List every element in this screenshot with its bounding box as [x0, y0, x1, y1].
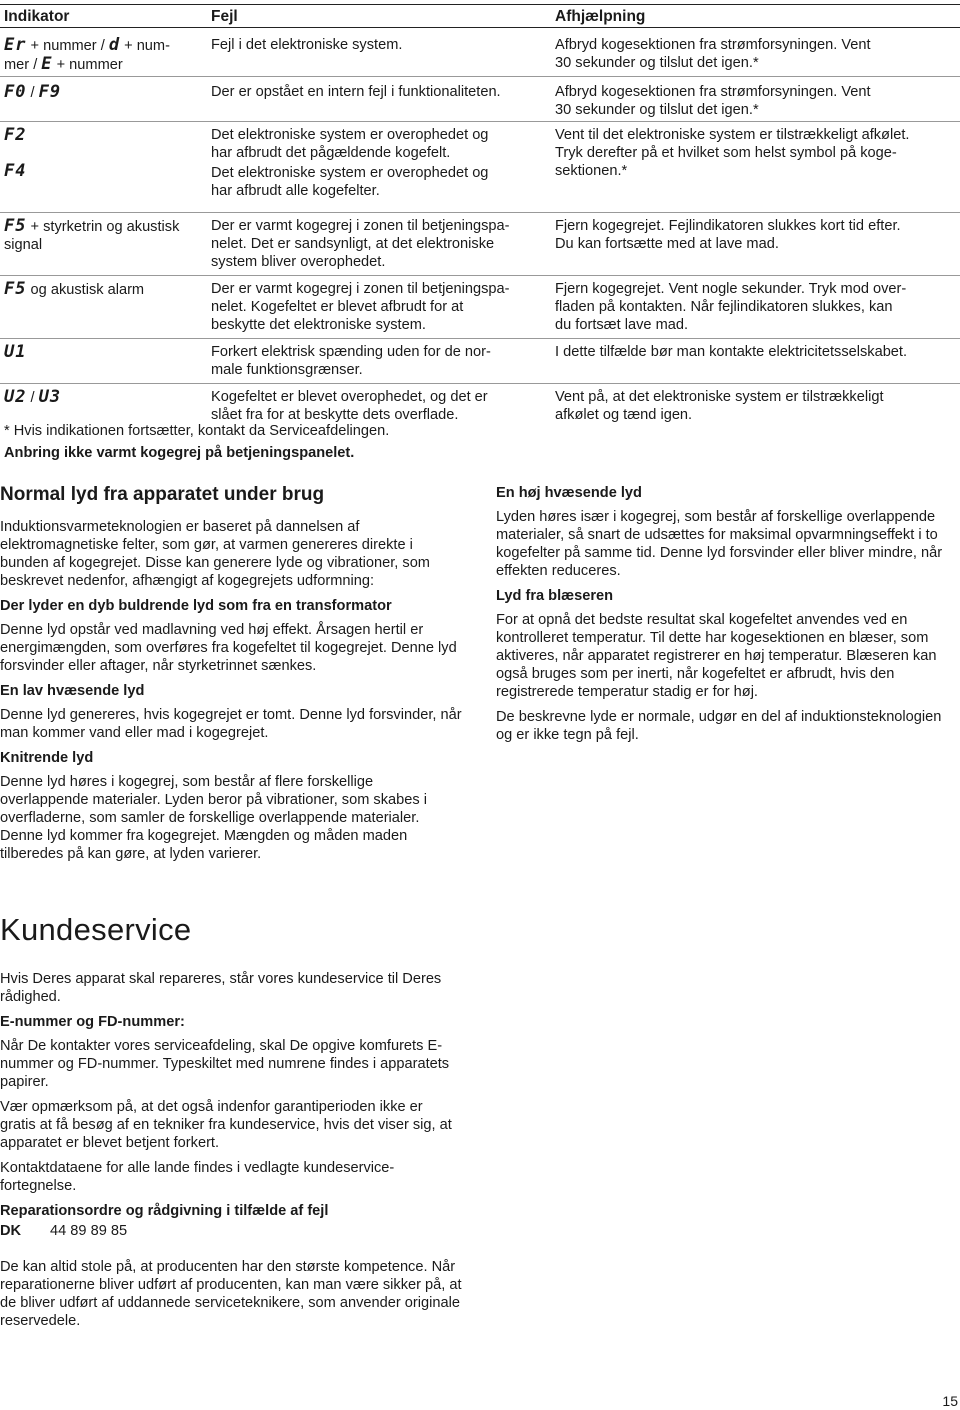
remedy-line: Afbryd kogesektionen fra strømforsyningen. Vent	[555, 37, 871, 53]
header-afhjaelpning: Afhjælpning	[555, 8, 646, 25]
segment-code: F2	[4, 125, 27, 145]
indicator-cell	[4, 280, 204, 299]
segment-code: F4	[4, 161, 27, 181]
fault-line: system bliver overophedet.	[211, 254, 386, 270]
fault-line: beskytte det elektroniske system.	[211, 317, 426, 333]
remedy-line: Tryk derefter på et hvilket som helst symbol på koge-	[555, 145, 897, 161]
fault-line: Det elektroniske system er overophedet og	[211, 165, 489, 181]
fault-line: Kogefeltet er blevet overophedet, og det er	[211, 389, 488, 405]
remedy-cell: I dette tilfælde bør man kontakte elektricitetsselskabet.	[555, 344, 908, 360]
remedy-line: 30 sekunder og tilslut det igen.*	[555, 102, 759, 118]
fault-cell	[211, 388, 543, 424]
section-title: Normal lyd fra apparatet under brug	[0, 484, 325, 505]
indicator-text: + styrketrin og akustisk	[26, 219, 180, 235]
indicator-cell	[4, 217, 204, 254]
remedy-cell	[555, 217, 955, 253]
remedy-line: du fortsæt lave mad.	[555, 317, 689, 333]
remedy-line: 30 sekunder og tilslut det igen.*	[555, 55, 759, 71]
contact-line	[0, 1222, 462, 1240]
fault-cell	[211, 280, 543, 334]
remedy-line: fladen på kontakten. Når fejlindikatoren slukkes, kan	[555, 299, 893, 315]
remedy-cell	[555, 126, 955, 180]
remedy-line: Fjern kogegrejet. Fejlindikatoren slukkes kort tid efter.	[555, 218, 901, 234]
fault-line: har afbrudt alle kogefelter.	[211, 183, 380, 199]
paragraph: Induktionsvarmeteknologien er baseret på dannelsen af elektromagnetiske felter, som gør, at varmen genereres direkte i bunden af kogegrejet. Disse kan generere lyde og vibrationer, som beskrevet nedenfor, afhængigt af kogegrejets udformning:	[0, 519, 430, 589]
fault-cell: Fejl i det elektroniske system.	[211, 37, 403, 53]
paragraph: For at opnå det bedste resultat skal kogefeltet anvendes ved en kontrolleret temperatur. Til dette har kogesektionen en blæser, som aktiveres, når apparatet registrerer en høj temperatur. Blæseren kan også bruges som per inerti, når kogefeltet er afbrudt, hvis den registrerede temperatur stadig er for høj.	[496, 612, 937, 700]
normal-sound-section	[0, 484, 462, 870]
subheading: En høj hvæsende lyd	[496, 485, 642, 501]
remedy-cell	[555, 83, 955, 119]
paragraph: De kan altid stole på, at producenten har den største kompetence. Når reparationerne bliver udført af producenten, kan man være sikker på, at de bliver udført af uddannede serviceteknikere, som anvender originale reservedele.	[0, 1259, 462, 1329]
segment-code: F9	[38, 82, 62, 102]
indicator-text: /	[26, 85, 39, 101]
remedy-line: Fjern kogegrejet. Vent nogle sekunder. Tryk mod over-	[555, 281, 907, 297]
paragraph: Lyden høres især i kogegrej, som består af forskellige overlappende materialer, så snart de udsættes for maksimal opvarmningseffekt i to kogefelter på samme tid. Denne lyd forsvinder eller bliver mindre, når effekten reduceres.	[496, 509, 943, 579]
indicator-cell	[4, 83, 204, 102]
table-warning: Anbring ikke varmt kogegrej på betjeningspanelet.	[4, 445, 355, 461]
subheading: Reparationsordre og rådgivning i tilfælde af fejl	[0, 1203, 329, 1219]
remedy-line: sektionen.*	[555, 163, 628, 179]
segment-code: F5	[4, 279, 27, 299]
indicator-cell	[4, 388, 204, 407]
indicator-cell	[4, 162, 204, 181]
subheading: En lav hvæsende lyd	[0, 683, 145, 699]
customer-service-section	[0, 912, 462, 1337]
paragraph: De beskrevne lyde er normale, udgør en del af induktionsteknologien og er ikke tegn på fejl.	[496, 709, 942, 743]
indicator-text: + nummer	[52, 57, 123, 73]
segment-code: E	[41, 54, 53, 74]
segment-code: d	[108, 35, 121, 55]
fault-cell	[211, 217, 543, 271]
fault-line: male funktionsgrænser.	[211, 362, 363, 378]
indicator-cell	[4, 126, 204, 145]
remedy-cell	[555, 388, 955, 424]
remedy-line: Afbryd kogesektionen fra strømforsyningen. Vent	[555, 84, 871, 100]
fault-line: nelet. Det er sandsynligt, at det elektroniske	[211, 236, 495, 252]
paragraph: Denne lyd genereres, hvis kogegrejet er tomt. Denne lyd forsvinder, når man kommer vand eller mad i kogegrejet.	[0, 707, 462, 741]
segment-code: U1	[4, 342, 27, 362]
header-indikator: Indikator	[4, 8, 70, 25]
paragraph: Når De kontakter vores serviceafdeling, skal De opgive komfurets E-nummer og FD-nummer. Typeskiltet med numrene findes i apparatets papirer.	[0, 1038, 450, 1090]
phone-number: 44 89 89 85	[50, 1223, 128, 1239]
country-code: DK	[0, 1223, 22, 1239]
fault-cell	[211, 126, 543, 162]
header-fejl: Fejl	[211, 8, 238, 25]
indicator-text: /	[26, 390, 39, 406]
paragraph: Denne lyd opstår ved madlavning ved høj effekt. Årsagen hertil er energimængden, som overføres fra kogefeltet til kogegrejet. Denne lyd forsvinder eller aftager, når styrketrinnet sænkes.	[0, 622, 457, 674]
remedy-line: Vent på, at det elektroniske system er tilstrækkeligt	[555, 389, 884, 405]
remedy-cell	[555, 280, 955, 334]
subheading: Knitrende lyd	[0, 750, 94, 766]
fault-line: slået fra for at beskytte dets overflade.	[211, 407, 459, 423]
table-row	[0, 213, 960, 276]
table-header	[0, 4, 960, 28]
segment-code: F5	[4, 216, 27, 236]
paragraph: Denne lyd høres i kogegrej, som består af flere forskellige overlappende materialer. Lyden beror på vibrationer, som skabes i overfladerne, som samler de forskellige overlappende materialer. Denne lyd kommer fra kogegrejet. Mængden og måden maden tilberedes på kan gøre, at lyden varierer.	[0, 774, 427, 862]
fault-cell	[211, 343, 543, 379]
table-row	[0, 339, 960, 384]
fault-line: Det elektroniske system er overophedet og	[211, 127, 489, 143]
fault-cell	[211, 164, 543, 200]
paragraph: Hvis Deres apparat skal repareres, står vores kundeservice til Deres rådighed.	[0, 971, 442, 1005]
paragraph: Kontaktdataene for alle lande findes i vedlagte kundeservice-fortegnelse.	[0, 1160, 395, 1194]
segment-code: F0	[4, 82, 27, 102]
fault-line: nelet. Kogefeltet er blevet afbrudt for at	[211, 299, 464, 315]
normal-sound-section-continued	[496, 484, 958, 751]
indicator-text: og akustisk alarm	[26, 282, 145, 298]
subheading: Der lyder en dyb buldrende lyd som fra en transformator	[0, 598, 392, 614]
indicator-cell	[4, 36, 204, 74]
table-row	[0, 122, 960, 213]
remedy-line: afkølet og tænd igen.	[555, 407, 693, 423]
error-table	[0, 4, 960, 430]
indicator-text: mer /	[4, 57, 42, 73]
indicator-text: + nummer /	[26, 38, 109, 54]
indicator-text: signal	[4, 237, 43, 253]
segment-code: Er	[4, 35, 27, 55]
segment-code: U2	[4, 387, 27, 407]
remedy-line: Du kan fortsætte med at lave mad.	[555, 236, 779, 252]
fault-line: Der er varmt kogegrej i zonen til betjeningspa-	[211, 218, 510, 234]
indicator-text: + num-	[120, 38, 170, 54]
subheading: E-nummer og FD-nummer:	[0, 1014, 185, 1030]
remedy-cell	[555, 36, 955, 72]
table-row	[0, 77, 960, 122]
table-footnote: * Hvis indikationen fortsætter, kontakt da Serviceafdelingen.	[4, 423, 390, 439]
segment-code: U3	[38, 387, 62, 407]
indicator-cell	[4, 343, 204, 362]
paragraph: Vær opmærksom på, at det også indenfor garantiperioden ikke er gratis at få besøg af en tekniker fra kundeservice, hvis det viser sig, at apparatet er blevet betjent forkert.	[0, 1099, 452, 1151]
table-row	[0, 28, 960, 77]
fault-line: Forkert elektrisk spænding uden for de nor-	[211, 344, 491, 360]
fault-line: Der er varmt kogegrej i zonen til betjeningspa-	[211, 281, 510, 297]
section-title: Kundeservice	[0, 912, 192, 947]
fault-line: har afbrudt det pågældende kogefelt.	[211, 145, 451, 161]
subheading: Lyd fra blæseren	[496, 588, 614, 604]
table-row	[0, 276, 960, 339]
fault-cell: Der er opstået en intern fejl i funktionaliteten.	[211, 84, 501, 100]
page-number: 15	[942, 1393, 958, 1409]
remedy-line: Vent til det elektroniske system er tilstrækkeligt afkølet.	[555, 127, 910, 143]
